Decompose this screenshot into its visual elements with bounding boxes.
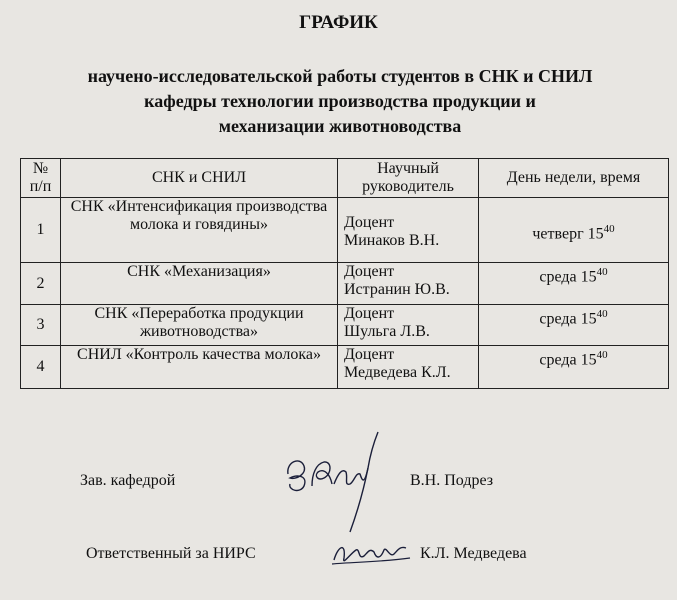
row-supervisor <box>338 263 479 305</box>
row-num: 3 <box>21 305 61 346</box>
schedule-hour: 15 <box>580 268 597 286</box>
subtitle-line-3: механизации животноводства <box>218 116 462 136</box>
table-row <box>21 346 669 389</box>
table-row <box>21 305 669 346</box>
supervisor-title: Доцент <box>344 263 395 280</box>
head-handwritten-signature <box>282 428 392 538</box>
row-name: СНИЛ «Контроль качества молока» <box>61 346 338 389</box>
supervisor-name: Медведева К.Л. <box>344 364 451 381</box>
head-signature-name: В.Н. Подрез <box>410 472 494 489</box>
header-supervisor: Научный руководитель <box>338 159 479 198</box>
subtitle-line-1: научено-исследовательской работы студентов в СНК и СНИЛ <box>87 66 593 86</box>
row-schedule <box>479 263 669 305</box>
supervisor-title: Доцент <box>344 346 395 363</box>
supervisor-title: Доцент <box>344 305 395 322</box>
schedule-table <box>20 158 669 389</box>
schedule-minutes: 40 <box>603 223 615 236</box>
schedule-day: среда <box>539 268 577 286</box>
row-name: СНК «Механизация» <box>61 263 338 305</box>
supervisor-title: Доцент <box>344 214 395 231</box>
head-signature-label: Зав. кафедрой <box>80 472 176 489</box>
responsible-signature-name: К.Л. Медведева <box>420 545 527 562</box>
schedule-hour: 15 <box>580 351 597 369</box>
row-supervisor <box>338 346 479 389</box>
row-schedule <box>479 346 669 389</box>
schedule-day: четверг <box>532 225 584 243</box>
schedule-minutes: 40 <box>596 308 608 320</box>
supervisor-name: Минаков В.Н. <box>344 232 440 249</box>
supervisor-name: Шульга Л.В. <box>344 323 430 340</box>
responsible-signature-label: Ответственный за НИРС <box>86 545 256 562</box>
schedule-minutes: 40 <box>596 349 608 361</box>
document-subtitle <box>40 64 640 139</box>
subtitle-line-2: кафедры технологии производства продукции и <box>144 91 536 111</box>
row-supervisor <box>338 198 479 263</box>
table-row <box>21 263 669 305</box>
schedule-day: среда <box>539 351 577 369</box>
row-num: 4 <box>21 346 61 389</box>
row-schedule <box>479 305 669 346</box>
table-row <box>21 198 669 263</box>
header-schedule: День недели, время <box>479 159 669 198</box>
row-name: СНК «Переработка продукции животноводства» <box>61 305 338 346</box>
schedule-hour: 15 <box>580 310 597 328</box>
row-schedule <box>479 198 669 263</box>
schedule-minutes: 40 <box>596 266 608 278</box>
table-header-row <box>21 159 669 198</box>
supervisor-name: Истранин Ю.В. <box>344 281 450 298</box>
row-num: 1 <box>21 198 61 263</box>
header-num: № п/п <box>21 159 61 198</box>
document-title: ГРАФИК <box>299 12 378 33</box>
row-name: СНК «Интенсификация производства молока и говядины» <box>61 198 338 263</box>
row-supervisor <box>338 305 479 346</box>
header-name: СНК и СНИЛ <box>61 159 338 198</box>
responsible-handwritten-signature <box>330 536 414 572</box>
schedule-hour: 15 <box>587 225 604 243</box>
row-num: 2 <box>21 263 61 305</box>
schedule-day: среда <box>539 310 577 328</box>
